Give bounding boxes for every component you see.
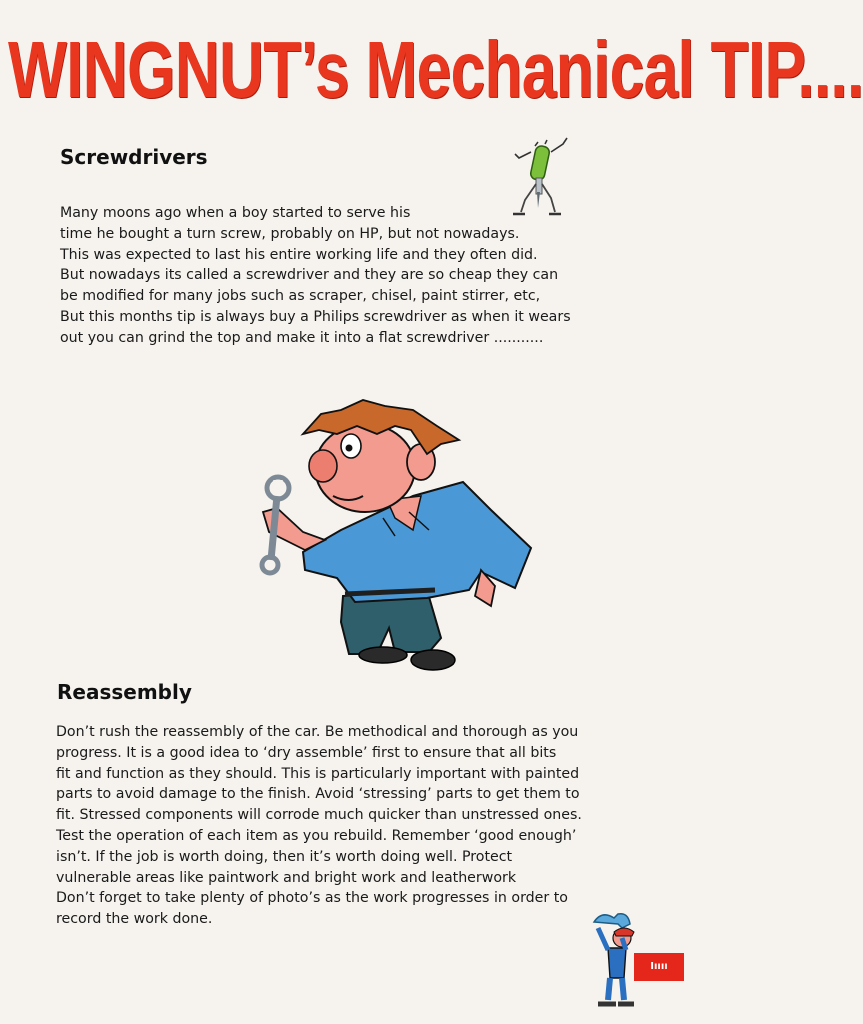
paragraph-line: out you can grind the top and make it into a flat screwdriver ........... bbox=[60, 329, 544, 346]
paragraph-line: be modified for many jobs such as scraper, chisel, paint stirrer, etc, bbox=[60, 288, 541, 305]
paragraph-line: vulnerable areas like paintwork and bright work and leatherwork bbox=[56, 869, 517, 886]
paragraph-line: isn’t. If the job is worth doing, then it’s worth doing well. Protect bbox=[56, 848, 513, 865]
paragraph-line: record the work done. bbox=[56, 911, 213, 928]
paragraph-line: But nowadays its called a screwdriver and they are so cheap they can bbox=[60, 267, 559, 284]
paragraph-line: time he bought a turn screw, probably on HP, but not nowadays. bbox=[60, 225, 520, 242]
page-title: WINGNUT’s Mechanical TIP.... bbox=[8, 25, 863, 114]
reassembly-paragraph bbox=[56, 722, 582, 930]
wingnut-logo-badge: Iıııı bbox=[634, 953, 684, 981]
mechanic-with-wrench-illustration bbox=[245, 400, 540, 680]
section-heading-reassembly: Reassembly bbox=[57, 680, 192, 704]
paragraph-line: fit. Stressed components will corrode much quicker than unstressed ones. bbox=[56, 807, 582, 824]
screwdrivers-paragraph bbox=[60, 203, 571, 349]
paragraph-line: Test the operation of each item as you rebuild. Remember ‘good enough’ bbox=[56, 827, 577, 844]
paragraph-line: This was expected to last his entire working life and they often did. bbox=[60, 246, 538, 263]
paragraph-line: progress. It is a good idea to ‘dry assemble’ first to ensure that all bits bbox=[56, 744, 557, 761]
section-heading-screwdrivers: Screwdrivers bbox=[60, 145, 208, 169]
paragraph-line: But this months tip is always buy a Philips screwdriver as when it wears bbox=[60, 308, 571, 325]
paragraph-line: Don’t forget to take plenty of photo’s as the work progresses in order to bbox=[56, 890, 568, 907]
paragraph-line: Many moons ago when a boy started to serve his bbox=[60, 205, 411, 221]
paragraph-line: Don’t rush the reassembly of the car. Be methodical and thorough as you bbox=[56, 724, 579, 740]
paragraph-line: parts to avoid damage to the finish. Avoid ‘stressing’ parts to get them to bbox=[56, 786, 580, 803]
paragraph-line: fit and function as they should. This is particularly important with painted bbox=[56, 765, 580, 782]
